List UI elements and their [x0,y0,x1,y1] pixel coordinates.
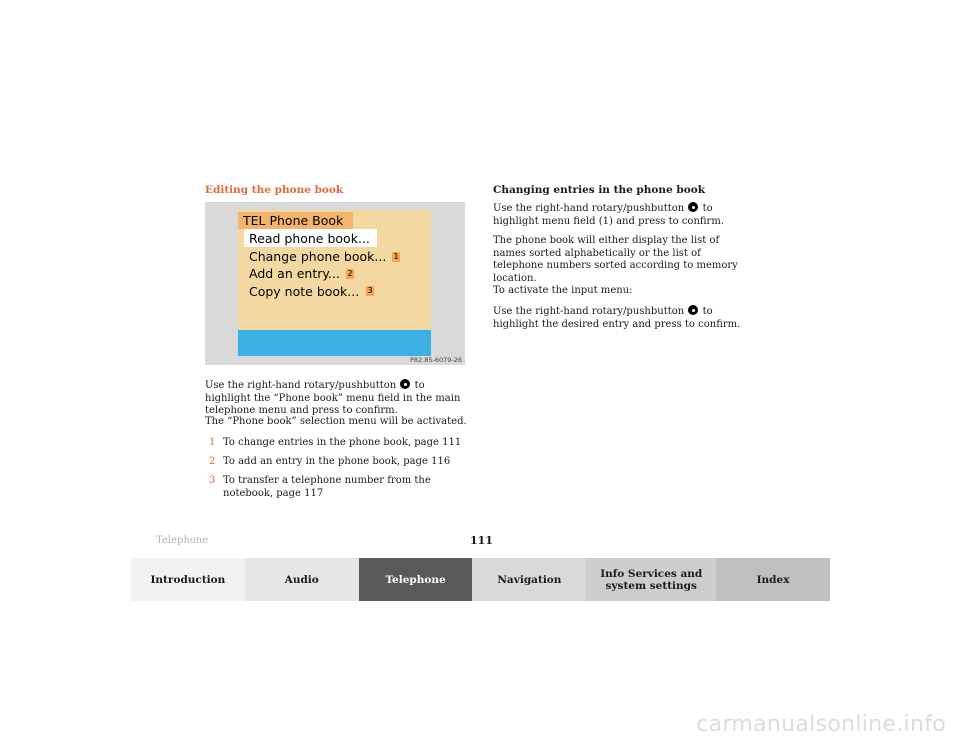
rotary-knob-icon [688,305,698,315]
chapter-nav [131,558,830,601]
menu-item-copy: Copy note book... [249,284,360,299]
tab-index[interactable]: Index [716,558,830,601]
marker-2: 2 [347,269,353,278]
section-title: Editing the phone book [205,184,344,196]
p4-start: Use the right-hand rotary/pushbutton [493,306,685,317]
right-paragraph-4 [493,305,751,331]
figure-code: P82.85-6079-26 [409,356,462,364]
menu-item-change: Change phone book... [249,249,387,264]
right-paragraph-3: To activate the input menu: [493,285,633,296]
tab-info-services[interactable]: Info Services and system settings [586,558,716,601]
marker-1: 1 [393,252,399,261]
tab-introduction[interactable]: Introduction [131,558,245,601]
p1-end: to highlight menu field (1) and press to confirm. [493,203,725,227]
left-paragraph-1 [205,379,467,418]
para1-start: Use the right-hand rotary/pushbutton [205,380,397,391]
p1-start: Use the right-hand rotary/pushbutton [493,203,685,214]
list-item [209,456,473,469]
para1-end: to highlight the “Phone book” menu field in the main telephone menu and press to confirm. [205,380,461,416]
right-paragraph-1 [493,202,751,228]
screen-status-bar [238,330,431,356]
menu-item-add: Add an entry... [249,266,340,281]
left-paragraph-2: The “Phone book” selection menu will be activated. [205,416,467,427]
p4-end: to highlight the desired entry and press to confirm. [493,306,741,330]
right-section-title: Changing entries in the phone book [493,184,705,196]
list-number: 3 [209,475,216,486]
tab-navigation[interactable]: Navigation [472,558,586,601]
display-screenshot [205,202,465,365]
tab-telephone[interactable]: Telephone [359,558,473,601]
list-text: To change entries in the phone book, page 111 [223,437,462,448]
page-number: 111 [470,534,493,547]
footer-section-label: Telephone [156,535,209,546]
list-item [209,475,473,500]
screen-title: TEL Phone Book [243,213,344,228]
list-text: To transfer a telephone number from the notebook, page 117 [223,475,431,499]
list-text: To add an entry in the phone book, page 116 [223,456,451,467]
tel-screen [238,210,431,356]
list-item [209,437,473,450]
rotary-knob-icon [688,202,698,212]
screen-title-bar [238,212,353,229]
watermark: carmanualsonline.info [696,712,946,737]
list-number: 2 [209,456,216,467]
marker-3: 3 [367,286,373,295]
menu-item-read: Read phone book... [249,231,370,246]
list-number: 1 [209,437,216,448]
tab-audio[interactable]: Audio [245,558,359,601]
right-paragraph-2: The phone book will either display the list of names sorted alphabetically or the list of telephone numbers sorted according to memory location. [493,235,738,284]
rotary-knob-icon [400,379,410,389]
